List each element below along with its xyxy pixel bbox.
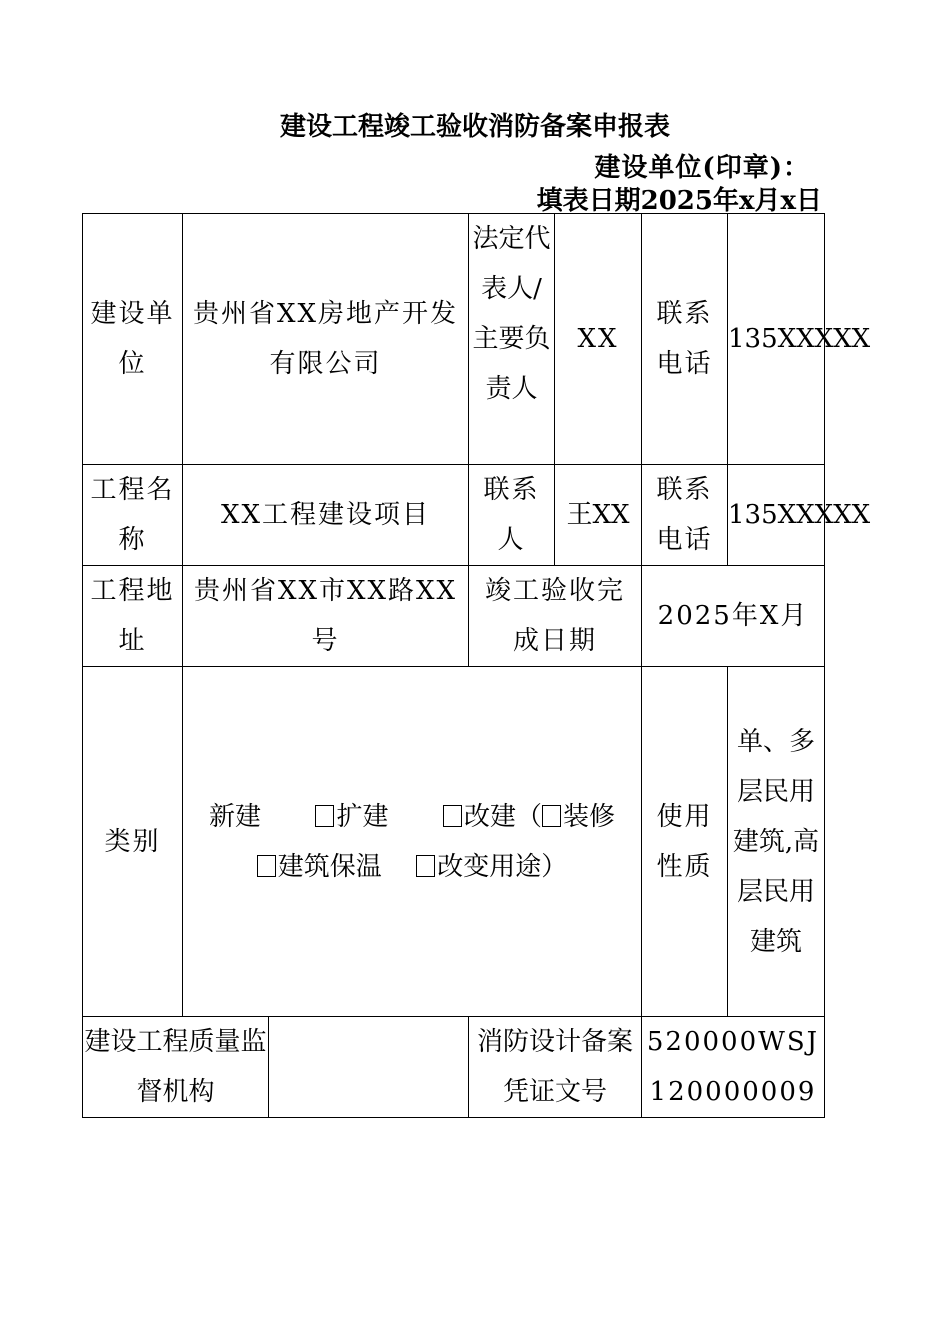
- form-title: 建设工程竣工验收消防备案申报表: [279, 112, 670, 142]
- completion-date-label: 竣工验收完成日期: [469, 566, 642, 667]
- category-options: [183, 667, 642, 1017]
- checkbox-change-use[interactable]: [416, 855, 435, 877]
- table-row: [83, 465, 825, 566]
- option-new-build: 新建: [208, 801, 261, 832]
- checkbox-insulation[interactable]: [257, 855, 276, 877]
- phone-value: 135XXXXX: [728, 465, 825, 566]
- table-row: [83, 214, 825, 465]
- option-insulation: 建筑保温: [277, 851, 382, 882]
- construction-unit-seal-line: 建设单位(印章)：: [594, 153, 810, 183]
- checkbox-rebuild[interactable]: [443, 805, 462, 827]
- table-row: [83, 566, 825, 667]
- phone-label: 联系电话: [642, 465, 728, 566]
- contact-value: 王XX: [555, 465, 642, 566]
- option-expand: 扩建: [336, 801, 389, 832]
- usage-value: 单、多层民用建筑,高层民用建筑: [728, 667, 825, 1017]
- checkbox-expand[interactable]: [315, 805, 334, 827]
- construction-unit-label: 建设单位: [83, 214, 183, 465]
- usage-label: 使用性质: [642, 667, 728, 1017]
- construction-unit-value: 贵州省XX房地产开发有限公司: [183, 214, 469, 465]
- quality-supervision-label: 建设工程质量监督机构: [83, 1017, 269, 1118]
- option-decoration: 装修: [563, 801, 616, 832]
- category-label: 类别: [83, 667, 183, 1017]
- legal-rep-value: XX: [555, 214, 642, 465]
- project-name-value: XX工程建设项目: [183, 465, 469, 566]
- table-row: [83, 667, 825, 1017]
- fill-date-line: 填表日期2025年x月x日: [536, 186, 822, 216]
- project-address-label: 工程地址: [83, 566, 183, 667]
- project-name-label: 工程名称: [83, 465, 183, 566]
- fire-design-cert-value: 520000WSJ120000009: [642, 1017, 825, 1118]
- table-row: [83, 1017, 825, 1118]
- filing-table: [82, 213, 871, 1115]
- fire-design-cert-label: 消防设计备案凭证文号: [469, 1017, 642, 1118]
- quality-supervision-value[interactable]: [269, 1017, 469, 1118]
- option-rebuild: 改建（: [464, 801, 543, 832]
- legal-rep-label: 法定代表人/主要负责人: [469, 214, 555, 465]
- completion-date-value: 2025年X月: [642, 566, 825, 667]
- phone-label: 联系电话: [642, 214, 728, 465]
- contact-label: 联系人: [469, 465, 555, 566]
- option-change-use: 改变用途）: [437, 851, 568, 882]
- checkbox-decoration[interactable]: [542, 805, 561, 827]
- phone-value: 135XXXXX: [728, 214, 825, 465]
- project-address-value: 贵州省XX市XX路XX号: [183, 566, 469, 667]
